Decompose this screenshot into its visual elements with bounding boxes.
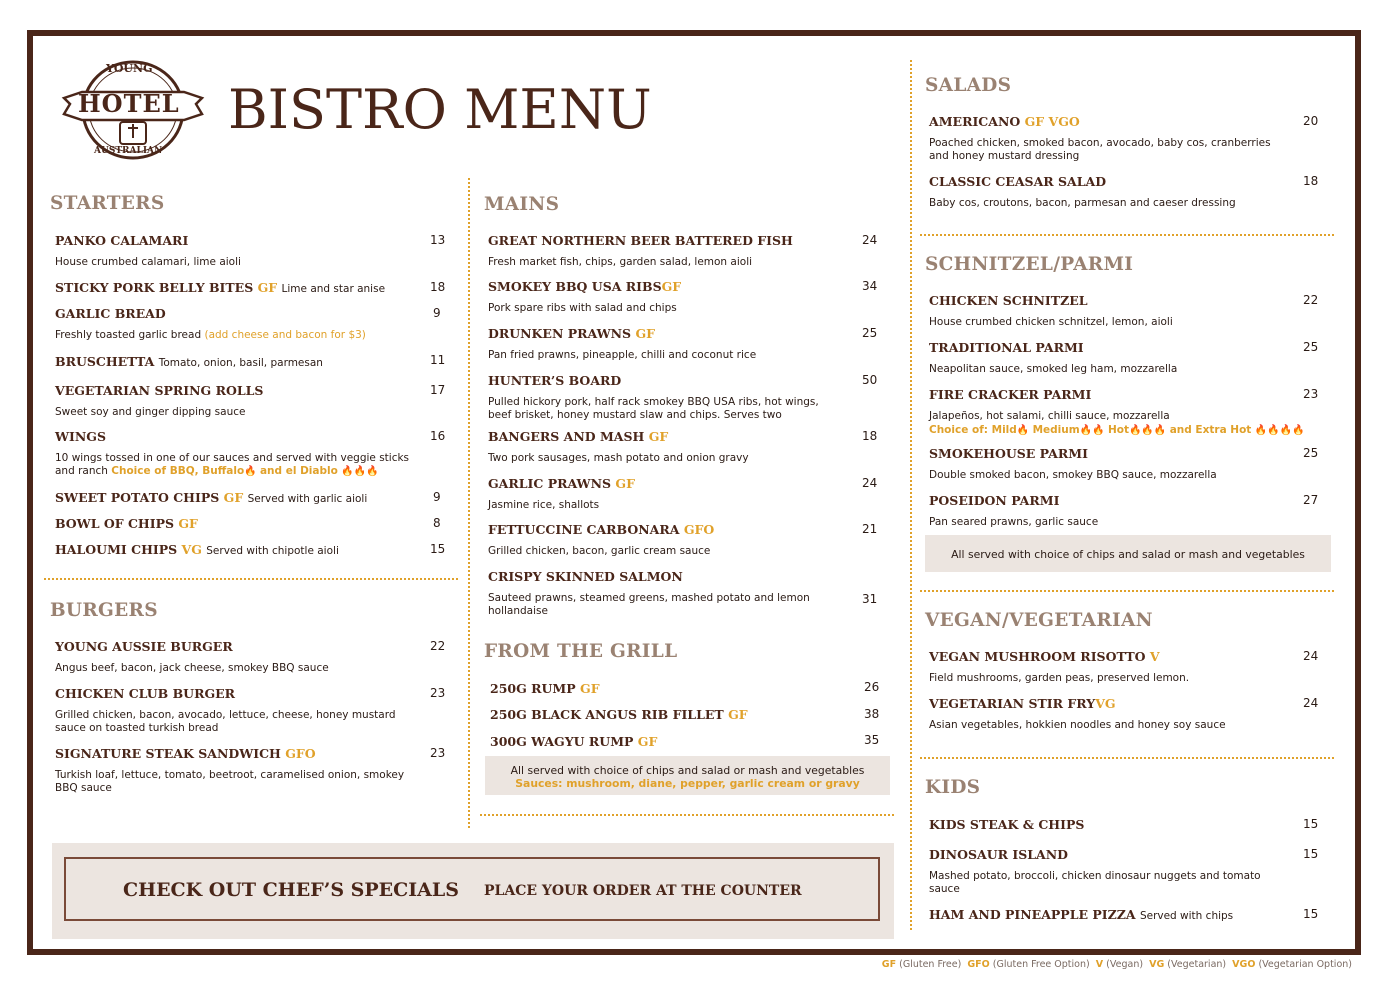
item-name: CHICKEN CLUB BURGER <box>55 686 236 701</box>
legend-code: GFO <box>967 959 990 970</box>
item-name: GARLIC PRAWNS <box>488 476 612 491</box>
item-description: Jasmine rice, shallots <box>488 499 600 511</box>
logo-bottom-text: AUSTRALIAN <box>94 146 163 156</box>
chilli-icon: 🔥 <box>1016 425 1030 436</box>
chilli-icon: 🔥🔥🔥 <box>341 466 379 477</box>
item-price: 18 <box>430 280 446 294</box>
item-name: HUNTER’S BOARD <box>488 373 622 388</box>
item-name: TRADITIONAL PARMI <box>929 340 1084 355</box>
section-title-schnitzel: SCHNITZEL/PARMI <box>925 254 1134 275</box>
divider-salads <box>920 234 1334 236</box>
item-name: VEGAN MUSHROOM RISOTTO <box>929 649 1146 664</box>
item-description: Angus beef, bacon, jack cheese, smokey BBQ sauce <box>55 662 329 674</box>
item-description: Two pork sausages, mash potato and onion gravy <box>488 452 749 464</box>
item-price: 25 <box>1303 340 1319 354</box>
item-price: 34 <box>862 279 878 293</box>
item-price: 25 <box>862 326 878 340</box>
item-description: Grilled chicken, bacon, avocado, lettuce, cheese, honey mustard sauce on toasted turkish bread <box>55 709 396 734</box>
item-price: 31 <box>862 592 878 606</box>
item-price: 24 <box>1303 696 1319 710</box>
legend-code: GF <box>881 959 897 970</box>
legend-label: (Vegan) <box>1106 959 1144 970</box>
divider-right <box>910 60 912 930</box>
section-title-mains: MAINS <box>484 194 560 215</box>
dietary-tag: GF <box>635 326 656 341</box>
item-price: 26 <box>864 680 880 694</box>
item-name: SIGNATURE STEAK SANDWICH <box>55 746 281 761</box>
list-item <box>55 233 415 269</box>
list-item <box>929 446 1274 482</box>
list-item <box>488 373 838 422</box>
dietary-tag: GF <box>223 490 244 505</box>
dietary-tag: GF <box>637 734 658 749</box>
grill-note: All served with choice of chips and salad or mash and vegetables <box>510 764 865 777</box>
dietary-tag: GF <box>728 707 748 722</box>
item-name: GREAT NORTHERN BEER BATTERED FISH <box>488 233 793 248</box>
item-name: 250G BLACK ANGUS RIB FILLET <box>490 707 724 722</box>
item-price: 23 <box>430 686 446 700</box>
list-item <box>929 847 1274 896</box>
item-name: HAM AND PINEAPPLE PIZZA <box>929 907 1136 922</box>
list-item <box>929 387 1305 437</box>
list-item <box>929 907 1274 922</box>
item-description: Pulled hickory pork, half rack smokey BBQ USA ribs, hot wings, beef brisket, honey mustard slaw and chips. Serves two <box>488 396 819 421</box>
schnitzel-note: All served with choice of chips and salad or mash and vegetables <box>951 548 1305 561</box>
item-description: House crumbed calamari, lime aioli <box>55 256 241 268</box>
divider-starters <box>44 578 458 580</box>
list-item <box>929 340 1274 376</box>
list-item <box>929 114 1274 163</box>
schnitzel-note-box <box>925 535 1331 572</box>
item-choice: Choice of BBQ, Buffalo <box>111 465 245 477</box>
chilli-icon: 🔥 <box>244 466 257 477</box>
item-description: Double smoked bacon, smokey BBQ sauce, mozzarella <box>929 469 1217 481</box>
item-inline-desc: Tomato, onion, basil, parmesan <box>158 357 323 369</box>
item-price: 17 <box>430 383 446 397</box>
chilli-icon: 🔥🔥🔥 <box>1128 425 1167 436</box>
page-title: BISTRO MENU <box>228 78 652 141</box>
item-price: 23 <box>430 746 446 760</box>
item-name: PANKO CALAMARI <box>55 233 189 248</box>
item-name: BOWL OF CHIPS <box>55 516 175 531</box>
item-name: 300G WAGYU RUMP <box>490 734 634 749</box>
list-item <box>55 746 415 795</box>
item-name: CHICKEN SCHNITZEL <box>929 293 1088 308</box>
heat-choice: Hot <box>1107 424 1129 436</box>
legend-label: (Vegetarian Option) <box>1258 959 1352 970</box>
list-item <box>929 649 1274 685</box>
item-price: 16 <box>430 429 446 443</box>
list-item <box>55 383 415 419</box>
item-description: Grilled chicken, bacon, garlic cream sauce <box>488 545 711 557</box>
item-choice-2: and el Diablo <box>259 465 338 477</box>
list-item <box>929 174 1274 210</box>
dietary-tag: GF <box>178 516 198 531</box>
section-title-starters: STARTERS <box>50 193 165 214</box>
dietary-tag: VG <box>1095 696 1116 711</box>
list-item <box>55 429 415 478</box>
list-item <box>929 696 1274 732</box>
item-name: SMOKEHOUSE PARMI <box>929 446 1088 461</box>
item-name: GARLIC BREAD <box>55 306 166 321</box>
item-description: Mashed potato, broccoli, chicken dinosaur nuggets and tomato sauce <box>929 870 1261 895</box>
chilli-icon: 🔥🔥🔥🔥 <box>1254 425 1305 436</box>
item-name: AMERICANO <box>929 114 1021 129</box>
item-inline-desc: Served with garlic aioli <box>247 493 368 505</box>
divider-schnitzel <box>920 590 1334 592</box>
item-name: VEGETARIAN STIR FRY <box>929 696 1096 711</box>
item-price: 20 <box>1303 114 1319 128</box>
divider-vegan <box>920 757 1334 759</box>
item-inline-desc: Served with chipotle aioli <box>206 545 339 557</box>
item-price: 15 <box>1303 847 1319 861</box>
item-name: POSEIDON PARMI <box>929 493 1060 508</box>
divider-left <box>468 178 470 828</box>
item-price: 22 <box>430 639 446 653</box>
item-name: STICKY PORK BELLY BITES <box>55 280 254 295</box>
list-item <box>488 569 833 618</box>
chefs-specials-text: CHECK OUT CHEF’S SPECIALS <box>123 879 459 901</box>
item-price: 24 <box>862 476 878 490</box>
dietary-tag: GF <box>257 280 278 295</box>
list-item <box>55 306 435 342</box>
section-title-burgers: BURGERS <box>50 600 158 621</box>
item-name: BANGERS AND MASH <box>488 429 645 444</box>
heat-choice: Choice of: Mild <box>929 424 1017 436</box>
item-price: 22 <box>1303 293 1319 307</box>
legend-code: VG <box>1149 959 1165 970</box>
list-item <box>488 476 848 512</box>
legend-code: V <box>1095 959 1104 970</box>
logo-top-text: YOUNG <box>106 62 153 75</box>
item-name: WINGS <box>55 429 107 444</box>
item-description: Sauteed prawns, steamed greens, mashed potato and lemon hollandaise <box>488 592 810 617</box>
item-price: 50 <box>862 373 878 387</box>
list-item <box>55 686 415 735</box>
item-name: VEGETARIAN SPRING ROLLS <box>55 383 264 398</box>
item-name: YOUNG AUSSIE BURGER <box>55 639 233 654</box>
item-name: SWEET POTATO CHIPS <box>55 490 220 505</box>
grill-note-box <box>485 756 890 795</box>
item-description: 10 wings tossed in one of our sauces and served with veggie sticks and ranch <box>55 452 410 477</box>
item-description: Poached chicken, smoked bacon, avocado, baby cos, cranberries and honey mustard dressing <box>929 137 1271 162</box>
specials-banner-border <box>64 857 880 921</box>
list-item <box>929 493 1274 529</box>
item-price: 24 <box>1303 649 1319 663</box>
list-item <box>490 734 850 749</box>
dietary-tag: GF <box>661 279 682 294</box>
item-price: 21 <box>862 522 878 536</box>
list-item <box>55 354 415 369</box>
item-price: 38 <box>864 707 880 721</box>
item-addon: (add cheese and bacon for $3) <box>204 329 366 341</box>
item-price: 15 <box>430 542 446 556</box>
item-price: 18 <box>1303 174 1319 188</box>
item-description: Pork spare ribs with salad and chips <box>488 302 677 314</box>
order-counter-text: PLACE YOUR ORDER AT THE COUNTER <box>484 883 802 899</box>
item-price: 18 <box>862 429 878 443</box>
item-description: Field mushrooms, garden peas, preserved lemon. <box>929 672 1190 684</box>
item-inline-desc: Lime and star anise <box>281 283 386 295</box>
item-name: CRISPY SKINNED SALMON <box>488 569 683 584</box>
list-item <box>929 293 1274 329</box>
list-item <box>55 516 415 531</box>
item-description: Turkish loaf, lettuce, tomato, beetroot, caramelised onion, smokey BBQ sauce <box>55 769 405 794</box>
item-description: Neapolitan sauce, smoked leg ham, mozzarella <box>929 363 1178 375</box>
dietary-tag: GFO <box>683 522 715 537</box>
item-price: 11 <box>430 353 446 367</box>
item-name: HALOUMI CHIPS <box>55 542 178 557</box>
item-name: DRUNKEN PRAWNS <box>488 326 632 341</box>
item-inline-desc: Served with chips <box>1139 910 1234 922</box>
list-item <box>55 542 415 557</box>
legend-label: (Gluten Free Option) <box>992 959 1090 970</box>
list-item <box>488 279 848 315</box>
heat-choice: Medium <box>1032 424 1080 436</box>
item-price: 24 <box>862 233 878 247</box>
item-description: Baby cos, croutons, bacon, parmesan and caeser dressing <box>929 197 1236 209</box>
item-price: 15 <box>1303 817 1319 831</box>
logo-mid-text: HOTEL <box>78 89 180 118</box>
section-title-vegan: VEGAN/VEGETARIAN <box>925 610 1153 631</box>
dietary-tag: V <box>1149 649 1160 664</box>
item-price: 9 <box>433 306 441 320</box>
legend-label: (Gluten Free) <box>899 959 962 970</box>
item-price: 15 <box>1303 907 1319 921</box>
dietary-legend <box>882 959 1352 970</box>
dietary-tag: GF <box>615 476 635 491</box>
section-title-grill: FROM THE GRILL <box>484 641 678 662</box>
item-description: Pan seared prawns, garlic sauce <box>929 516 1099 528</box>
list-item <box>488 233 848 269</box>
item-price: 35 <box>864 733 880 747</box>
list-item <box>929 817 1274 832</box>
item-price: 13 <box>430 233 446 247</box>
list-item <box>488 326 848 362</box>
item-price: 8 <box>433 516 441 530</box>
item-description: Fresh market fish, chips, garden salad, lemon aioli <box>488 256 753 268</box>
list-item <box>490 707 850 722</box>
item-name: KIDS STEAK & CHIPS <box>929 817 1085 832</box>
item-price: 27 <box>1303 493 1319 507</box>
dietary-tag: GF VGO <box>1024 114 1080 129</box>
item-description: Pan fried prawns, pineapple, chilli and coconut rice <box>488 349 757 361</box>
legend-label: (Vegetarian) <box>1167 959 1227 970</box>
grill-sauces: Sauces: mushroom, diane, pepper, garlic cream or gravy <box>515 777 860 790</box>
list-item <box>55 280 415 295</box>
item-name: CLASSIC CEASAR SALAD <box>929 174 1107 189</box>
item-price: 25 <box>1303 446 1319 460</box>
item-description: Asian vegetables, hokkien noodles and honey soy sauce <box>929 719 1226 731</box>
list-item <box>488 429 848 465</box>
item-description: House crumbed chicken schnitzel, lemon, aioli <box>929 316 1173 328</box>
section-title-salads: SALADS <box>925 75 1012 96</box>
dietary-tag: GF <box>648 429 669 444</box>
list-item <box>488 522 848 558</box>
list-item <box>55 639 415 675</box>
chilli-icon: 🔥🔥 <box>1079 425 1105 436</box>
item-description: Sweet soy and ginger dipping sauce <box>55 406 246 418</box>
item-name: DINOSAUR ISLAND <box>929 847 1068 862</box>
divider-grill <box>480 814 894 816</box>
dietary-tag: GF <box>580 681 600 696</box>
item-name: 250G RUMP <box>490 681 576 696</box>
list-item <box>490 681 850 696</box>
item-price: 9 <box>433 490 441 504</box>
heat-choice: and Extra Hot <box>1169 424 1252 436</box>
item-description: Jalapeños, hot salami, chilli sauce, mozzarella <box>929 410 1170 422</box>
item-price: 23 <box>1303 387 1319 401</box>
item-name: SMOKEY BBQ USA RIBS <box>488 279 662 294</box>
legend-code: VGO <box>1232 959 1256 970</box>
list-item <box>55 490 415 505</box>
specials-banner <box>52 843 894 939</box>
item-name: BRUSCHETTA <box>55 354 155 369</box>
dietary-tag: GFO <box>285 746 316 761</box>
section-title-kids: KIDS <box>925 777 981 798</box>
item-name: FETTUCCINE CARBONARA <box>488 522 680 537</box>
item-description: Freshly toasted garlic bread <box>55 329 202 341</box>
item-name: FIRE CRACKER PARMI <box>929 387 1092 402</box>
dietary-tag: VG <box>181 542 202 557</box>
